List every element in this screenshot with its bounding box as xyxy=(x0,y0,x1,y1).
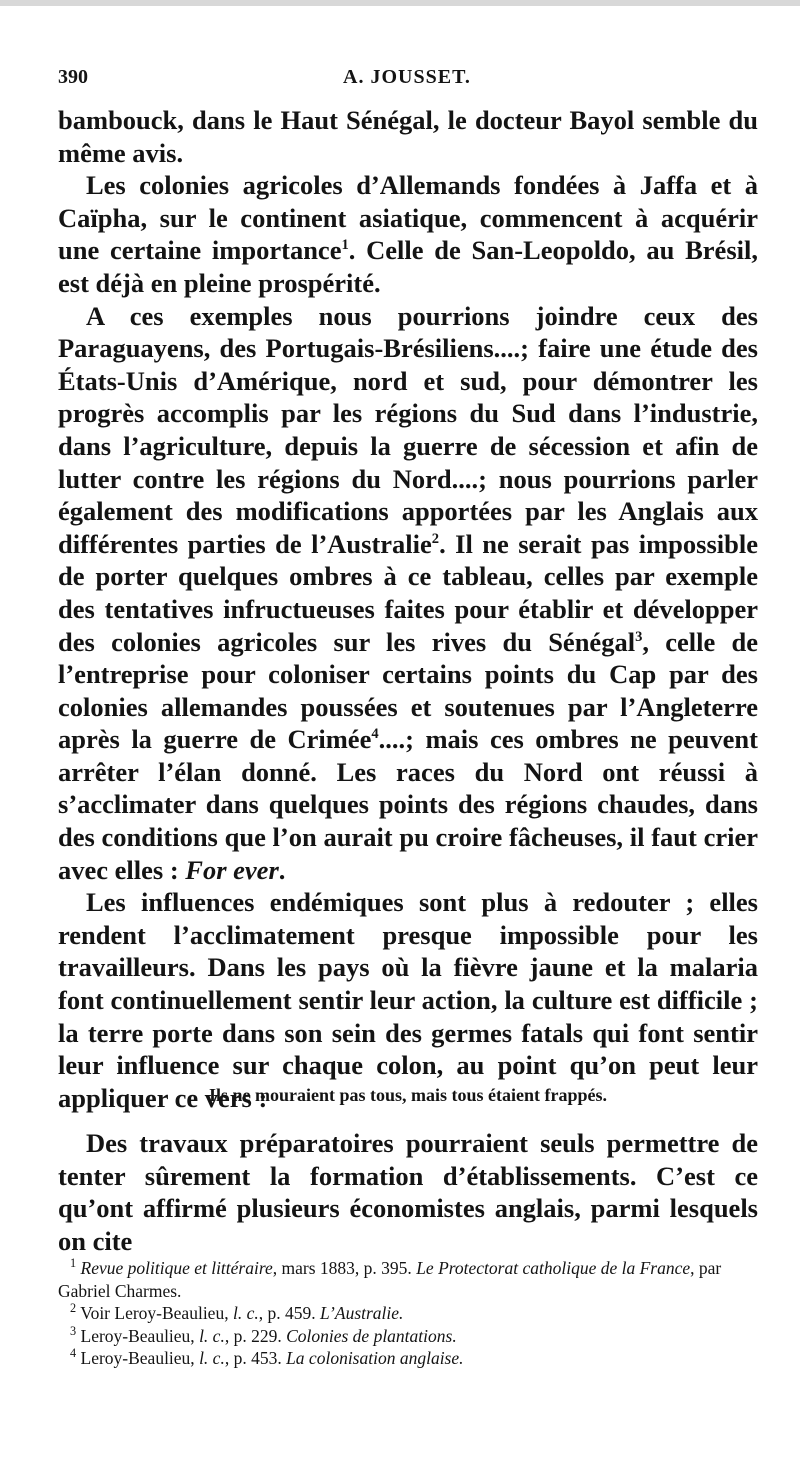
running-title: A. JOUSSET. xyxy=(343,66,471,88)
paragraph-text: bambouck, dans le Haut Sénégal, le docteur Bayol semble du même avis. xyxy=(58,105,758,168)
footnotes xyxy=(58,1257,758,1370)
page-top-edge xyxy=(0,0,800,6)
paragraph-4 xyxy=(58,886,758,1114)
footnote-3 xyxy=(58,1325,758,1348)
footnote-text: , p. 459. xyxy=(258,1303,320,1323)
paragraph-1 xyxy=(58,104,758,169)
footnote-mark: 1 xyxy=(70,1256,77,1271)
italic-phrase: For ever xyxy=(185,854,279,885)
footnote-text: Leroy-Beaulieu, xyxy=(80,1348,200,1368)
paragraph-text: . Celle de San-Leopoldo, au Brésil, est déjà en pleine prospérité. xyxy=(58,235,758,298)
footnote-abbr: l. c. xyxy=(232,1303,259,1323)
footnote-1 xyxy=(58,1257,758,1302)
footnote-2 xyxy=(58,1302,758,1325)
footnote-ref[interactable]: 3 xyxy=(635,628,643,645)
paragraph-text: A ces exemples nous pourrions joindre ceux des Paraguayens, des Portugais-Brésiliens....; faire une étude des États-Unis d’Amérique, nord et sud, pour démontrer les progrès accomplis par les régions du Sud dans l’industrie, dans l’agriculture, depuis la guerre de sécession et afin de lutter contre les régions du Nord....; nous pourrions parler également des modifications apportées par les Anglais aux différentes parties de l’Australie xyxy=(58,300,758,559)
paragraph-text: , celle de l’entreprise pour coloniser certains points du Cap par des colonies allemandes poussées et soutenues par l’Angleterre après la guerre de Crimée xyxy=(58,626,758,755)
paragraph-3 xyxy=(58,300,758,887)
paragraph-2 xyxy=(58,169,758,299)
footnote-text: , p. 453. xyxy=(224,1348,287,1368)
running-header xyxy=(58,66,756,96)
paragraph-5: Des travaux préparatoires pourraient seuls permettre de tenter sûrement la formation d’établissements. C’est ce qu’ont affirmé plusieurs économistes anglais, parmi lesquels on cite xyxy=(58,1128,758,1256)
footnote-ref[interactable]: 4 xyxy=(371,726,379,743)
paragraph-text: Les colonies agricoles d’Allemands fondées à Jaffa et à Caïpha, sur le continent asiatique, commencent à acquérir une certaine importance xyxy=(58,170,758,266)
footnote-mark: 2 xyxy=(70,1301,77,1316)
footnote-text: , p. 229. xyxy=(224,1325,287,1346)
footnote-title: Le Protectorat catholique de la France xyxy=(416,1258,691,1278)
footnote-abbr: l. c. xyxy=(199,1325,225,1346)
footnote-text: , mars 1883, p. 395. xyxy=(272,1258,417,1278)
quoted-verse: Ils ne mouraient pas tous, mais tous étaient frappés. xyxy=(208,1085,607,1105)
closing-text xyxy=(58,1127,758,1257)
paragraph-text: . xyxy=(278,854,286,885)
paragraph-text: Les influences endémiques sont plus à redouter ; elles rendent l’acclimatement presque impossible pour les travailleurs. Dans les pays où la fièvre jaune et la malaria font continuellement sentir leur action, la culture est difficile ; la terre porte dans son sein des germes fatals qui font sentir leur influence sur chaque colon, au point qu’on peut leur appliquer ce vers : xyxy=(58,887,758,1113)
footnote-text: Voir Leroy-Beaulieu, xyxy=(80,1303,233,1323)
footnote-title: Revue politique et littéraire xyxy=(80,1258,273,1278)
page-number: 390 xyxy=(58,66,88,88)
footnote-text: , par Gabriel Charmes. xyxy=(58,1258,722,1301)
footnote-text: Leroy-Beaulieu, xyxy=(80,1325,200,1346)
footnote-ref[interactable]: 2 xyxy=(431,530,440,547)
footnote-title: La colonisation anglaise. xyxy=(286,1348,464,1368)
main-text xyxy=(58,104,758,1114)
footnote-abbr: l. c. xyxy=(199,1348,225,1368)
footnote-mark: 3 xyxy=(70,1323,77,1338)
footnote-title: Colonies de plantations. xyxy=(286,1325,457,1346)
paragraph-text: ....; mais ces ombres ne peuvent arrêter l’élan donné. Les races du Nord ont réussi à s’acclimater dans quelques points des régions chaudes, dans des conditions que l’on aurait pu croire fâcheuses, il faut crier avec elles : xyxy=(58,724,758,885)
footnote-ref[interactable]: 1 xyxy=(341,237,349,254)
footnote-title: L’Australie. xyxy=(319,1303,404,1323)
footnote-4 xyxy=(58,1347,758,1370)
footnote-mark: 4 xyxy=(70,1346,77,1361)
paragraph-text: . Il ne serait pas impossible de porter quelques ombres à ce tableau, celles par exemple des tentatives infructueuses faites pour établir et développer des colonies agricoles sur les rives du Sénégal xyxy=(58,528,758,657)
